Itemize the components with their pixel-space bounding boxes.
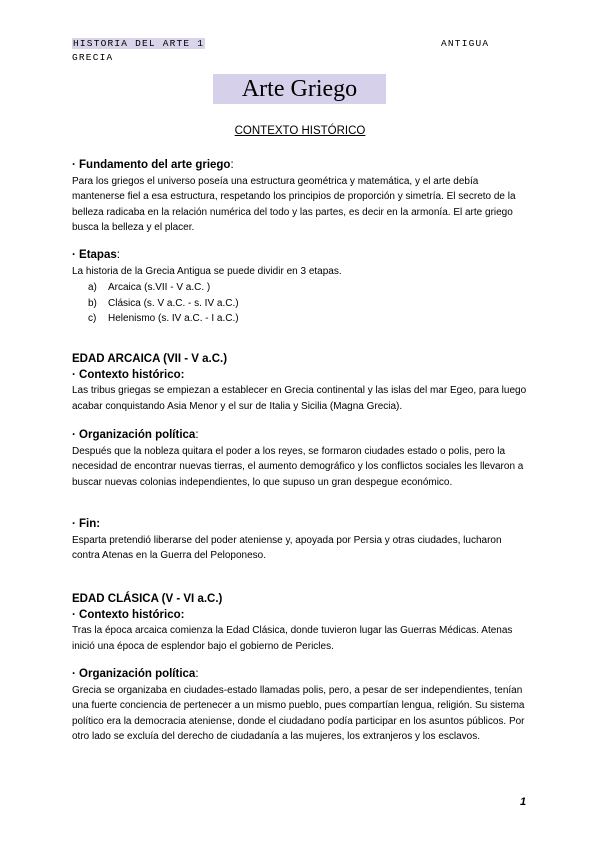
running-header-left: HISTORIA DEL ARTE 1 xyxy=(73,38,205,49)
clasica-section xyxy=(72,592,532,654)
clasica-contexto-heading: · Contexto histórico: xyxy=(72,608,185,621)
list-item: c) Helenismo (s. IV a.C. - I a.C.) xyxy=(88,313,239,324)
fundamento-text: Para los griegos el universo poseía una estructura geométrica y matemática, y el arte debía mantenerse fiel a esa estructura, respetando los principios de proporción y simetría. El secreto de la belleza radicaba en la relación numérica del todo y las partes, es decir en la armonía. El arte griego busca la belleza y el placer. xyxy=(72,175,516,233)
fundamento-section: · Fundamento del arte griego: Para los griegos el universo poseía una estructura geométrica y matemática, y el arte debía mantenerse fiel a esa estructura, respetando los principios de proporción y simetría. El secreto de la belleza radicaba en la relación numérica del todo y las partes, es decir en la armonía. El arte griego busca la belleza y el placer. xyxy=(72,158,532,236)
clasica-title: EDAD CLÁSICA (V - VI a.C.) xyxy=(72,593,223,605)
etapas-list xyxy=(72,280,532,327)
etapas-heading: · Etapas xyxy=(72,249,117,261)
arcaica-org-heading: · Organización política xyxy=(72,429,196,441)
clasica-org-section: · Organización política: Grecia se organizaba en ciudades-estado llamadas polis, pero, a pesar de ser independientes, tenían una fuerte conciencia de pertenecer a un mismo pueblo, pues compartían lengua, religión. Su sistema político era la democracia ateniense, donde el ciudadano podía participar en los asuntos públicos. Por otro lado se excluía del derecho de ciudadanía a las mujeres, los extranjeros y los esclavos. xyxy=(72,667,532,745)
arcaica-org-text: Después que la nobleza quitara el poder a los reyes, se formaron ciudades estado o polis, pero la necesidad de encontrar nuevas tierras, el aumento demográfico y los conflictos sociales les llevaron a buscar nuevas colonias independientes, lo que supuso un gran despegue económico. xyxy=(72,445,524,488)
etapas-section: · Etapas: La historia de la Grecia Antigua se puede dividir en 3 etapas. a) Arcaica (s.VII - V a.C. ) b) Clásica (s. V a.C. - s. IV a.C.) c) Helenismo (s. IV a.C. - I a.C.) xyxy=(72,248,532,327)
arcaica-fin-section xyxy=(72,517,532,564)
fundamento-heading: · Fundamento del arte griego xyxy=(72,159,231,171)
running-header-continuation: GRECIA xyxy=(72,52,114,63)
clasica-contexto-text: Tras la época arcaica comienza la Edad Clásica, donde tuvieron lugar las Guerras Médicas. Atenas inició una época de esplendor bajo el gobierno de Pericles. xyxy=(72,625,513,652)
page-number: 1 xyxy=(520,796,527,808)
list-item: b) Clásica (s. V a.C. - s. IV a.C.) xyxy=(88,297,239,309)
section-subtitle: CONTEXTO HISTÓRICO xyxy=(234,125,366,137)
arcaica-fin-text: Esparta pretendió liberarse del poder ateniense y, apoyada por Persia y otras ciudades, lucharon contra Atenas en la Guerra del Peloponeso. xyxy=(72,534,502,561)
arcaica-section xyxy=(72,352,532,414)
arcaica-contexto-heading: · Contexto histórico: xyxy=(72,368,185,381)
clasica-org-heading: · Organización política xyxy=(72,668,196,680)
arcaica-fin-heading: · Fin: xyxy=(72,518,101,530)
etapas-intro: La historia de la Grecia Antigua se puede dividir en 3 etapas. xyxy=(72,265,342,277)
arcaica-org-section: · Organización política: Después que la nobleza quitara el poder a los reyes, se formaron ciudades estado o polis, pero la necesidad de encontrar nuevas tierras, el aumento demográfico y los conflictos sociales les llevaron a buscar nuevas colonias independientes, lo que supuso un gran despegue económico. xyxy=(72,428,532,490)
list-item: a) Arcaica (s.VII - V a.C. ) xyxy=(88,282,211,293)
clasica-org-text: Grecia se organizaba en ciudades-estado llamadas polis, pero, a pesar de ser independientes, tenían una fuerte conciencia de pertenecer a un mismo pueblo, pues compartían lengua, religión. Su sistema político era la democracia ateniense, donde el ciudadano podía participar en los asuntos públicos. Por otro lado se excluía del derecho de ciudadanía a las mujeres, los extranjeros y los esclavos. xyxy=(72,684,525,742)
document-title: Arte Griego xyxy=(213,74,386,104)
arcaica-contexto-text: Las tribus griegas se empiezan a establecer en Grecia continental y las islas del mar Egeo, para luego acabar conquistando Asia Menor y el sur de Italia y Sicilia (Magna Grecia). xyxy=(72,385,527,412)
arcaica-title: EDAD ARCAICA (VII - V a.C.) xyxy=(72,353,228,365)
running-header-right: ANTIGUA xyxy=(441,38,490,49)
